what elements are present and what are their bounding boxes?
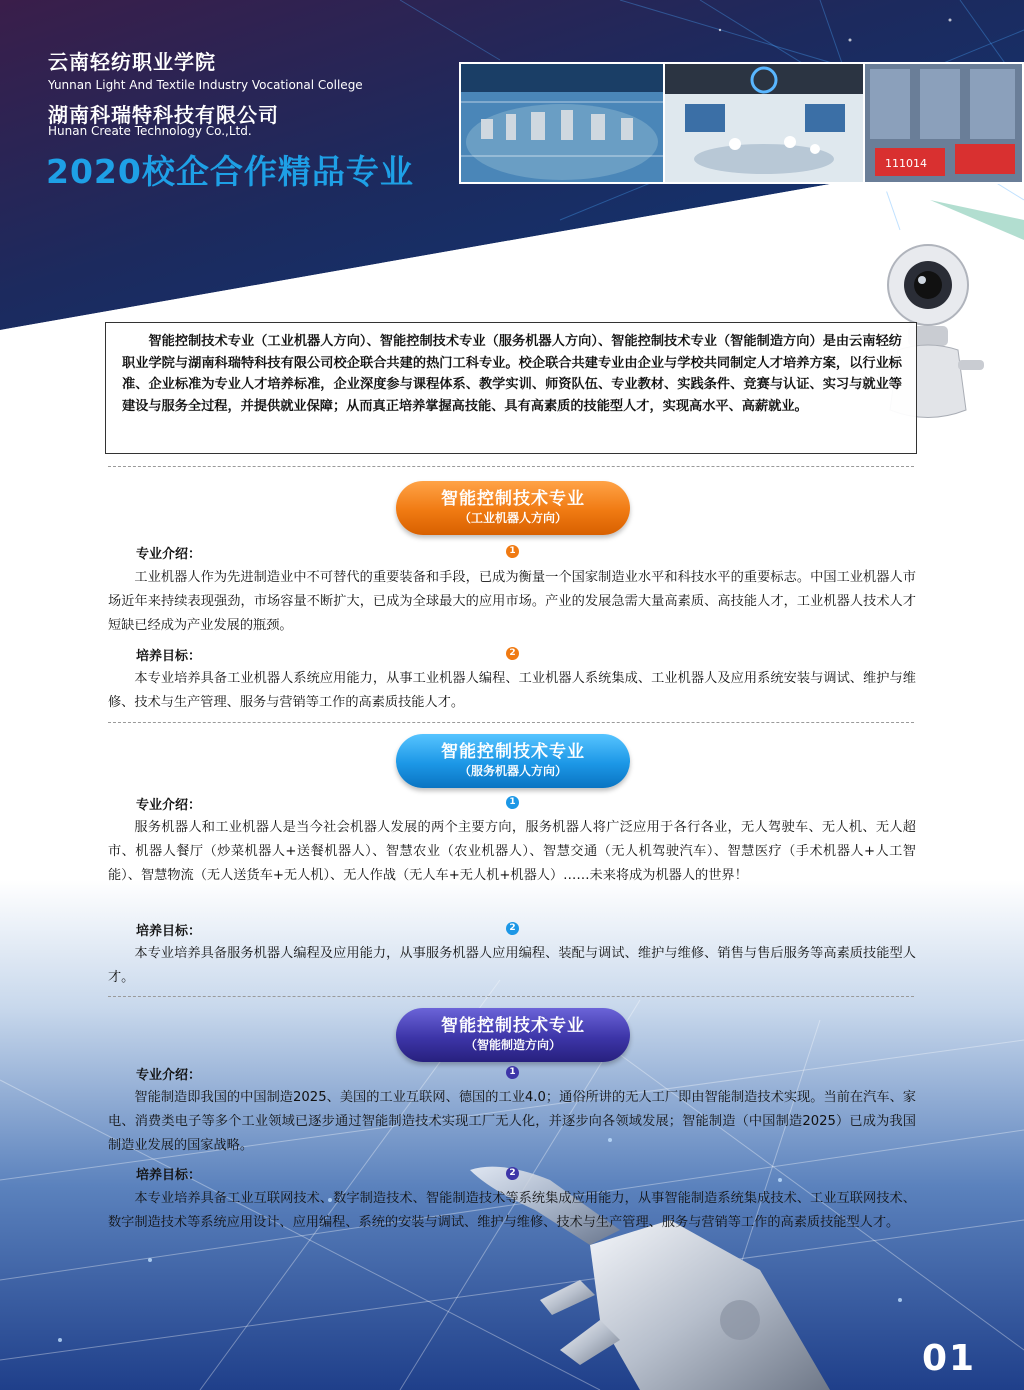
intro-text: 智能控制技术专业（工业机器人方向）、智能控制技术专业（服务机器人方向）、智能控制技术专业（智能制造方向）是由云南轻纺职业学院与湖南科瑞特科技有限公司校企联合共建的热门工科专业。校企联合共建专业由企业与学校共同制定人才培养方案，以行业标准、企业标准为专业人才培养标准，企业深度参与课程体系、教学实训、师资队伍、专业教材、实践条件、竞赛与认证、实习与就业等建设与服务全过程，并提供就业保障；从而真正培养掌握高技能、具有高素质的技能型人才，实现高水平、高薪就业。 xyxy=(122,334,902,414)
goal-text: 本专业培养具备服务机器人编程及应用能力，从事服务机器人应用编程、装配与调试、维护与维修、销售与售后服务等高素质技能型人才。 xyxy=(108,946,916,985)
robot-lab-photo xyxy=(663,62,865,184)
section-heading-industrial-robot xyxy=(396,481,630,535)
company-name-en: Hunan Create Technology Co.,Ltd. xyxy=(48,124,252,138)
page-number: 01 xyxy=(922,1338,977,1379)
intro-text: 工业机器人作为先进制造业中不可替代的重要装备和手段，已成为衡量一个国家制造业水平和科技水平的重要标志。中国工业机器人市场近年来持续表现强劲，市场容量不断扩大，已成为全球最大的应用市场。产业的发展急需大量高素质、高技能人才，工业机器人技术人才短缺已经成为产业发展的瓶颈。 xyxy=(108,570,916,633)
section-title: 智能控制技术专业 xyxy=(441,489,585,509)
company-name-cn: 湖南科瑞特科技有限公司 xyxy=(48,103,279,127)
goal-text: 本专业培养具备工业机器人系统应用能力，从事工业机器人编程、工业机器人系统集成、工业机器人及应用系统安装与调试、维护与维修、技术与生产管理、服务与营销等工作的高素质技能人才。 xyxy=(108,671,916,710)
intro-label: 专业介绍： xyxy=(136,547,202,562)
number-badge: 2 xyxy=(506,922,519,935)
section-subtitle: （智能制造方向） xyxy=(464,1038,561,1052)
divider xyxy=(108,466,914,467)
intro-text: 服务机器人和工业机器人是当今社会机器人发展的两个主要方向，服务机器人将广泛应用于各行各业，无人驾驶车、无人机、无人超市、机器人餐厅（炒菜机器人+送餐机器人）、智慧农业（农业机器人）、智慧交通（无人机驾驶汽车）、智慧医疗（手术机器人+人工智能）、智慧物流（无人送货车+无人机）、无人作战（无人车+无人机+机器人）……未来将成为机器人的世界！ xyxy=(108,820,916,883)
school-name-en: Yunnan Light And Textile Industry Vocational College xyxy=(48,78,363,92)
agv-robot-id: 111014 xyxy=(885,157,927,170)
goal-label: 培养目标： xyxy=(136,649,202,664)
number-badge: 2 xyxy=(506,1167,519,1180)
goal-text: 本专业培养具备工业互联网技术、数字制造技术、智能制造技术等系统集成应用能力，从事智能制造系统集成技术、工业互联网技术、数字制造技术等系统应用设计、应用编程、系统的安装与调试、维护与维修、技术与生产管理、服务与营销等工作的高素质技能型人才。 xyxy=(108,1191,916,1230)
intro-paragraph-box xyxy=(105,322,917,454)
page-title: 2020校企合作精品专业 xyxy=(46,152,414,191)
divider xyxy=(108,722,914,723)
school-name-cn: 云南轻纺职业学院 xyxy=(48,50,216,74)
number-badge: 1 xyxy=(506,796,519,809)
goal-label: 培养目标： xyxy=(136,1168,202,1183)
number-badge: 1 xyxy=(506,1066,519,1079)
goal-label: 培养目标： xyxy=(136,924,202,939)
section-title: 智能控制技术专业 xyxy=(441,742,585,762)
divider xyxy=(108,996,914,997)
number-badge: 2 xyxy=(506,647,519,660)
intro-text: 智能制造即我国的中国制造2025、美国的工业互联网、德国的工业4.0；通俗所讲的无人工厂即由智能制造技术实现。当前在汽车、家电、消费类电子等多个工业领域已逐步通过智能制造技术实现工厂无人化，并逐步向各领域发展；智能制造（中国制造2025）已成为我国制造业发展的国家战略。 xyxy=(108,1090,916,1153)
section-title: 智能控制技术专业 xyxy=(441,1016,585,1036)
section-subtitle: （服务机器人方向） xyxy=(458,764,567,778)
section-heading-service-robot xyxy=(396,734,630,788)
warehouse-agv-photo xyxy=(863,62,1024,184)
intro-label: 专业介绍： xyxy=(136,1068,202,1083)
section-heading-smart-manufacturing xyxy=(396,1008,630,1062)
robot-hand-icon xyxy=(440,1150,840,1390)
factory-robot-line-photo xyxy=(459,62,665,184)
number-badge: 1 xyxy=(506,545,519,558)
section-subtitle: （工业机器人方向） xyxy=(458,511,567,525)
intro-label: 专业介绍： xyxy=(136,798,202,813)
